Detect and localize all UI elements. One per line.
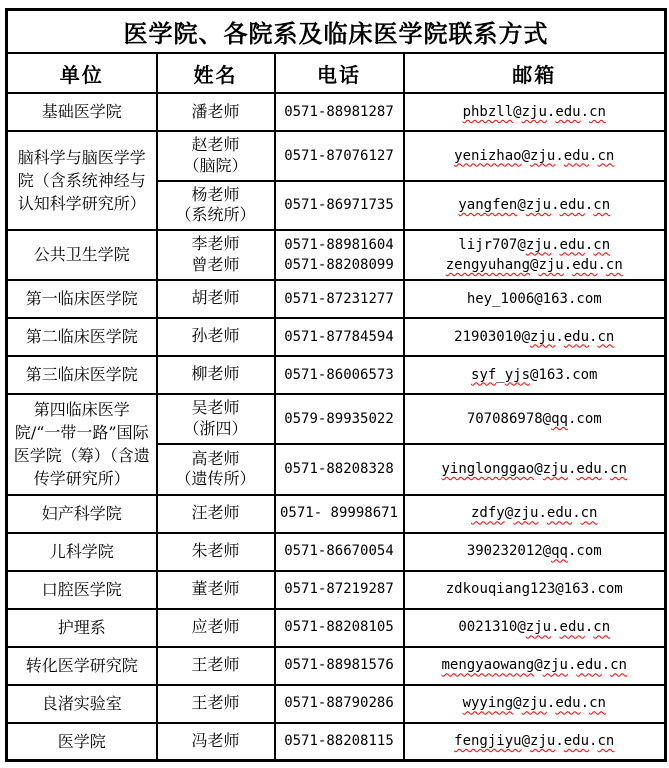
unit-cell: 基础医学院 [7, 93, 157, 131]
table-row [7, 131, 666, 181]
email-segment: 390232012@ [466, 543, 552, 560]
name-cell [157, 181, 275, 231]
email-segment-misspelled: cn [593, 236, 611, 253]
name-cell [157, 685, 275, 723]
email-segment-misspelled: cn [597, 733, 615, 750]
name-cell [157, 280, 275, 318]
email-segment: . [597, 256, 606, 273]
email-line [409, 503, 661, 523]
table-row [7, 495, 666, 533]
phone-cell [275, 356, 404, 394]
table-row [7, 571, 666, 609]
name-line: （遗传所） [175, 469, 256, 489]
email-line [409, 327, 661, 347]
email-segment-misspelled: cn [580, 505, 598, 522]
email-segment-misspelled: cn [589, 695, 606, 712]
email-line [409, 195, 661, 215]
email-segment-misspelled: zju [525, 236, 552, 253]
email-segment-misspelled: cn [597, 147, 615, 164]
email-segment-misspelled: qq [551, 410, 568, 427]
name-line: 王老师 [191, 693, 240, 713]
name-line: 董老师 [191, 579, 240, 599]
table-row [7, 356, 666, 394]
email-line [409, 731, 661, 751]
name-line: （脑院） [183, 155, 248, 175]
table-title-row [7, 10, 666, 54]
email-segment: . [555, 733, 564, 750]
email-segment-misspelled: edu [559, 619, 585, 636]
phone-line: 0571-88981576 [284, 657, 394, 674]
table-row [7, 280, 666, 318]
table-row [7, 230, 666, 280]
email-cell [404, 571, 666, 609]
phone-line: 0571-88208099 [284, 256, 394, 273]
phone-cell [275, 647, 404, 685]
email-segment-misspelled: edu [559, 236, 585, 253]
name-line: 柳老师 [191, 364, 240, 384]
email-segment-misspelled: zju [521, 103, 547, 120]
name-cell [157, 318, 275, 356]
contact-table [5, 8, 667, 762]
name-line: 吴老师 [191, 398, 240, 418]
phone-cell [275, 131, 404, 181]
email-segment-misspelled: edu [555, 695, 581, 712]
email-cell [404, 131, 666, 181]
email-line [409, 146, 661, 166]
email-segment-misspelled: yinglonggao [441, 461, 535, 478]
email-cell [404, 181, 666, 231]
email-segment: @ [534, 657, 543, 674]
email-segment-misspelled: cn [589, 103, 606, 120]
phone-line: 0571-86971735 [284, 197, 394, 214]
email-segment-misspelled: edu [546, 505, 573, 522]
table-row [7, 93, 666, 131]
email-segment-misspelled: qq [551, 543, 568, 560]
email-segment: . [601, 657, 611, 674]
phone-line: 0571-87219287 [284, 581, 394, 598]
phone-cell [275, 723, 404, 761]
phone-line: 0571-88208115 [284, 733, 394, 750]
email-segment: @ [513, 695, 522, 712]
email-segment: . [584, 619, 594, 636]
email-segment: . [551, 197, 560, 214]
email-segment-misspelled: edu [563, 328, 590, 345]
email-segment: . [572, 505, 581, 522]
email-cell [404, 647, 666, 685]
email-segment-misspelled: cn [593, 619, 611, 636]
email-segment: .com [567, 410, 602, 427]
name-cell [157, 230, 275, 280]
name-cell [157, 131, 275, 181]
email-segment: 0021310@ [458, 619, 526, 636]
email-segment-misspelled: mengyaowang [441, 657, 535, 674]
email-segment-misspelled: zju [530, 733, 556, 750]
email-line [409, 655, 661, 675]
phone-cell [275, 444, 404, 494]
phone-cell [275, 280, 404, 318]
email-segment: . [546, 103, 556, 120]
unit-cell: 良渚实验室 [7, 685, 157, 723]
email-segment: @ [513, 103, 522, 120]
table-header-row [7, 53, 666, 93]
email-segment: lijr707 [458, 236, 518, 253]
email-segment: . [546, 695, 556, 712]
email-segment-misspelled: edu [572, 256, 598, 273]
email-segment: @ [534, 461, 543, 478]
email-line [409, 289, 661, 309]
phone-cell [275, 495, 404, 533]
email-segment: .com [567, 543, 602, 560]
email-segment-misspelled: zju [525, 197, 552, 214]
phone-cell [275, 318, 404, 356]
email-line [409, 409, 661, 429]
table-row [7, 394, 666, 444]
unit-cell: 妇产科学院 [7, 495, 157, 533]
email-segment: hey_1006@163.com [466, 290, 602, 307]
unit-cell: 公共卫生学院 [7, 230, 157, 280]
email-line [409, 365, 661, 385]
email-line [409, 235, 661, 255]
name-cell [157, 647, 275, 685]
email-segment: . [589, 733, 598, 750]
email-segment-misspelled: yjs [504, 366, 531, 383]
name-line: （浙四） [183, 418, 248, 438]
name-cell [157, 93, 275, 131]
phone-line: 0571-88981287 [284, 103, 394, 120]
unit-cell: 第一临床医学院 [7, 280, 157, 318]
email-segment: @ [530, 256, 539, 273]
email-segment: . [580, 103, 590, 120]
table-row [7, 318, 666, 356]
unit-cell: 儿科学院 [7, 533, 157, 571]
email-segment-misspelled: edu [576, 461, 602, 478]
phone-cell [275, 181, 404, 231]
unit-cell: 脑科学与脑医学学院（含系统神经与认知科学研究所） [7, 131, 157, 230]
name-cell [157, 444, 275, 494]
email-segment: . [567, 461, 577, 478]
name-line: 李老师 [191, 234, 240, 254]
phone-line: 0571-87076127 [284, 147, 394, 164]
email-segment-misspelled: cn [593, 197, 611, 214]
table-row [7, 647, 666, 685]
email-segment-misspelled: zju [530, 328, 556, 345]
email-segment: @ [517, 197, 526, 214]
email-cell [404, 230, 666, 280]
phone-line: 0571-88790286 [284, 695, 394, 712]
name-line: 应老师 [191, 617, 240, 637]
email-cell [404, 723, 666, 761]
phone-line: 0571-88208328 [284, 461, 394, 478]
column-header-phone: 电话 [275, 53, 404, 93]
phone-line: 0571-86006573 [284, 366, 394, 383]
phone-line: 0571-86670054 [284, 543, 394, 560]
table-body [7, 93, 666, 761]
email-segment-misspelled: edu [563, 147, 590, 164]
name-line: 朱老师 [191, 541, 240, 561]
column-header-name: 姓名 [157, 53, 275, 93]
email-segment: 707086978@ [466, 410, 552, 427]
email-segment-misspelled: zju [538, 256, 564, 273]
name-cell [157, 723, 275, 761]
name-line: 胡老师 [191, 288, 240, 308]
email-segment: . [555, 147, 564, 164]
name-line: 汪老师 [191, 503, 240, 523]
email-segment-misspelled: zdfy [471, 505, 505, 522]
phone-cell [275, 685, 404, 723]
email-segment: @163.com [530, 366, 598, 383]
email-cell [404, 495, 666, 533]
email-segment-misspelled: edu [559, 197, 585, 214]
unit-cell: 第二临床医学院 [7, 318, 157, 356]
phone-cell [275, 533, 404, 571]
phone-line: 0579-89935022 [284, 410, 394, 427]
table-row [7, 723, 666, 761]
name-line: （系统所） [175, 205, 256, 225]
email-segment-misspelled: zju [542, 461, 568, 478]
name-line: 潘老师 [191, 101, 240, 121]
email-cell [404, 93, 666, 131]
name-line: 孙老师 [191, 326, 240, 346]
email-segment: . [551, 236, 560, 253]
email-segment-misspelled: wyying [462, 695, 514, 712]
name-line: 冯老师 [191, 730, 240, 750]
email-segment-misspelled: cn [610, 461, 627, 478]
email-segment: . [567, 657, 577, 674]
email-cell [404, 444, 666, 494]
email-segment-misspelled: phbzll [462, 103, 514, 120]
email-segment-misspelled: edu [563, 733, 590, 750]
table-row [7, 685, 666, 723]
email-segment-misspelled: zengyuhang [445, 256, 531, 273]
name-cell [157, 609, 275, 647]
email-cell [404, 356, 666, 394]
email-segment-misspelled: syf [471, 366, 497, 383]
phone-cell [275, 609, 404, 647]
email-cell [404, 609, 666, 647]
table-row [7, 609, 666, 647]
email-segment-misspelled: edu [576, 657, 602, 674]
email-segment-misspelled: yangfen [458, 197, 518, 214]
name-line: 王老师 [191, 655, 240, 675]
name-cell [157, 495, 275, 533]
email-segment-misspelled: edu [555, 103, 581, 120]
email-segment: @ [521, 147, 531, 164]
email-segment: . [551, 619, 560, 636]
phone-line: 0571- 89998671 [279, 505, 398, 522]
phone-cell [275, 394, 404, 444]
email-segment: . [563, 256, 573, 273]
email-segment: . [589, 147, 598, 164]
email-segment-misspelled: zju [542, 657, 568, 674]
email-segment-misspelled: cn [605, 256, 623, 273]
phone-line: 0571-87784594 [284, 328, 394, 345]
name-cell [157, 533, 275, 571]
email-line [409, 102, 661, 122]
name-cell [157, 394, 275, 444]
column-header-unit: 单位 [7, 53, 157, 93]
phone-line: 0571-88981604 [284, 236, 394, 253]
name-line: 高老师 [191, 448, 240, 468]
email-segment: zdkouqiang123@163.com [445, 581, 623, 598]
phone-cell [275, 230, 404, 280]
phone-cell [275, 93, 404, 131]
email-cell [404, 533, 666, 571]
unit-cell: 第三临床医学院 [7, 356, 157, 394]
name-cell [157, 571, 275, 609]
email-segment-misspelled: zju [521, 695, 547, 712]
phone-line: 0571-88208105 [284, 619, 394, 636]
email-segment-misspelled: yenizhao [454, 147, 522, 164]
email-cell [404, 318, 666, 356]
email-segment: . [584, 236, 594, 253]
email-segment: @ [517, 236, 526, 253]
unit-cell: 口腔医学院 [7, 571, 157, 609]
email-line [409, 693, 661, 713]
table-title: 医学院、各院系及临床医学院联系方式 [7, 10, 666, 54]
email-segment: @ [504, 505, 514, 522]
email-line [409, 541, 661, 561]
unit-cell: 第四临床医学院/“一带一路”国际医学院（筹）（含遗传学研究所） [7, 394, 157, 495]
phone-cell [275, 571, 404, 609]
email-segment: @ [521, 733, 531, 750]
email-segment-misspelled: cn [610, 657, 627, 674]
email-segment-misspelled: fengjiyu [454, 733, 522, 750]
email-line [409, 579, 661, 599]
name-line: 赵老师 [191, 135, 240, 154]
unit-cell: 护理系 [7, 609, 157, 647]
email-segment: 21903010@ [454, 328, 531, 345]
email-segment: . [580, 695, 590, 712]
email-line [409, 255, 661, 275]
email-cell [404, 280, 666, 318]
unit-cell: 转化医学研究院 [7, 647, 157, 685]
name-line: 杨老师 [191, 184, 240, 204]
email-segment: . [555, 328, 564, 345]
email-segment: . [538, 505, 547, 522]
name-cell [157, 356, 275, 394]
email-segment: . [584, 197, 594, 214]
email-line [409, 459, 661, 479]
email-cell [404, 685, 666, 723]
table-row [7, 533, 666, 571]
email-segment-misspelled: zju [530, 147, 556, 164]
unit-cell: 医学院 [7, 723, 157, 761]
phone-line: 0571-87231277 [284, 290, 394, 307]
name-line: 曾老师 [191, 254, 240, 274]
email-segment-misspelled: zju [525, 619, 552, 636]
email-segment-misspelled: zju [513, 505, 539, 522]
email-segment: _ [496, 366, 505, 383]
email-segment-misspelled: cn [597, 328, 615, 345]
email-segment: . [589, 328, 598, 345]
email-cell [404, 394, 666, 444]
column-header-email: 邮箱 [404, 53, 666, 93]
email-line [409, 617, 661, 637]
email-segment: . [601, 461, 611, 478]
